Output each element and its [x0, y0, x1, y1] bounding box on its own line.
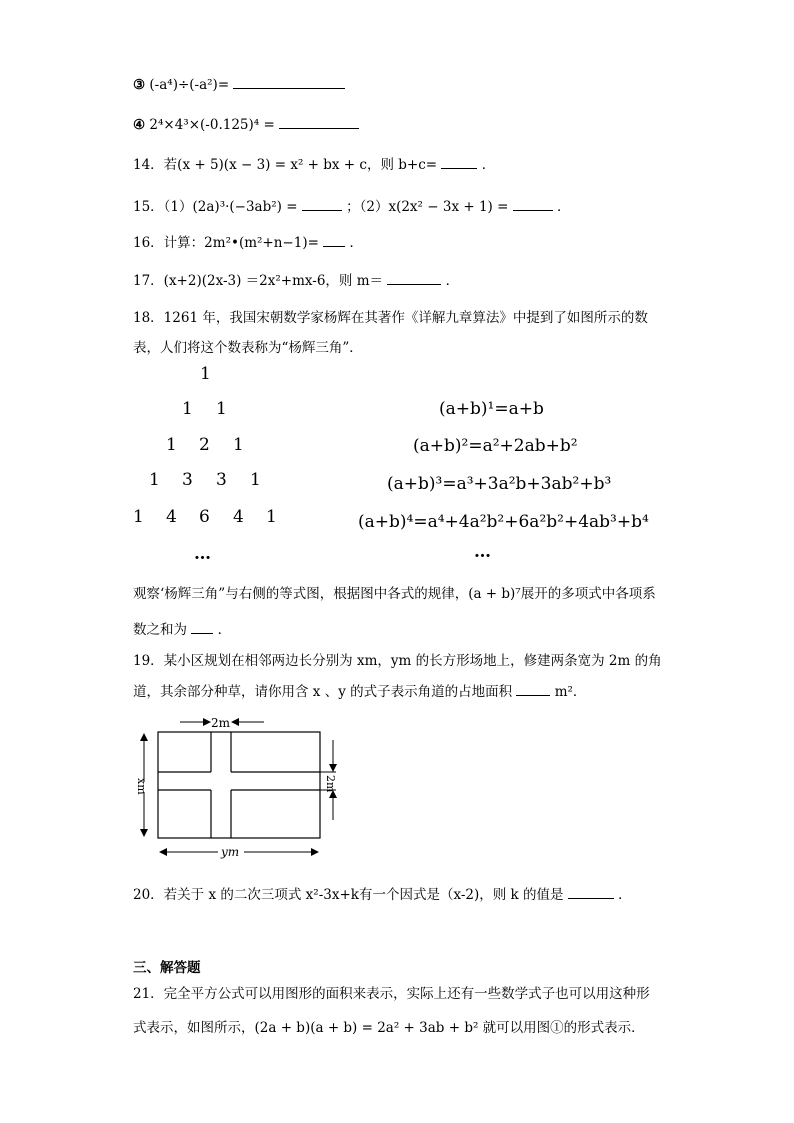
question-16	[133, 232, 363, 253]
formula-1: (a+b)¹=a+b	[439, 399, 544, 419]
q17-text: 17．(x+2)(2x-3) ＝2x²+mx-6，则 m＝	[133, 273, 384, 289]
q15-part2: ；（2）x(2x² − 3x + 1) =	[346, 199, 509, 215]
triangle-number: 1	[133, 507, 144, 527]
triangle-number: 1	[166, 435, 177, 455]
formula-4: (a+b)⁴=a⁴+4a²b²+6a²b²+4ab³+b⁴	[358, 512, 649, 532]
question-17	[133, 270, 459, 291]
field-rectangle	[158, 732, 320, 838]
q18-line1: 18．1261 年，我国宋朝数学家杨辉在其著作《详解九章算法》中提到了如图所示的数	[133, 310, 648, 326]
triangle-number: 1	[216, 399, 227, 419]
q20-end: ．	[618, 887, 632, 903]
triangle-number: 1	[233, 435, 244, 455]
q19-line2	[133, 681, 586, 702]
q17-end: ．	[445, 273, 460, 289]
formula-ellipsis: …	[474, 542, 491, 562]
top-width-label: 2m	[211, 716, 231, 730]
q13-4-marker: ④	[133, 117, 146, 133]
section-title: 三、解答题	[133, 960, 201, 976]
question-14	[133, 154, 495, 175]
q19-text: 道，其余部分种草，请你用含 x 、y 的式子表示角道的占地面积	[133, 684, 513, 700]
answer-blank[interactable]	[302, 196, 342, 211]
q18-line2: 表，人们将这个数表称为“杨辉三角”．	[133, 340, 363, 356]
triangle-ellipsis: …	[194, 544, 211, 564]
answer-blank[interactable]	[568, 884, 614, 899]
question-20	[133, 884, 632, 905]
q18-observe-line2	[133, 619, 231, 640]
triangle-number: 3	[182, 470, 193, 490]
q21-line2: 式表示，如图所示，(2a + b)(a + b) = 2a² + 3ab + b² 就可以用图①的形式表示．	[133, 1020, 645, 1036]
q13-3-marker: ③	[133, 77, 146, 93]
q14-end: ．	[481, 157, 496, 173]
triangle-number: 1	[200, 364, 211, 384]
answer-blank[interactable]	[441, 154, 477, 169]
answer-blank[interactable]	[323, 232, 345, 247]
triangle-number: 1	[149, 470, 160, 490]
road-cross	[158, 732, 320, 838]
q20-text: 20．若关于 x 的二次三项式 x²-3x+k有一个因式是（x-2)，则 k 的值是	[133, 887, 564, 903]
triangle-number: 1	[266, 507, 277, 527]
q15-part1: 15．（1）(2a)³·(−3ab²) =	[133, 199, 298, 215]
triangle-number: 2	[199, 435, 210, 455]
q21-line1: 21．完全平方公式可以用图形的面积来表示，实际上还有一些数学式子也可以用这种形	[133, 986, 650, 1002]
formula-3: (a+b)³=a³+3a²b+3ab²+b³	[387, 474, 612, 494]
answer-blank[interactable]	[387, 270, 441, 285]
right-width-label: 2m	[324, 775, 337, 793]
triangle-number: 1	[250, 470, 261, 490]
q19-line1: 19．某小区规划在相邻两边长分别为 xm，ym 的长方形场地上，修建两条宽为 2m 的角	[133, 653, 662, 669]
answer-blank[interactable]	[516, 681, 550, 696]
triangle-number: 1	[182, 399, 193, 419]
q15-end: ．	[557, 199, 571, 215]
question-15	[133, 196, 571, 217]
q18-observe-text: 数之和为	[133, 622, 187, 638]
left-length-label: xm	[135, 778, 148, 795]
q16-end: ．	[349, 235, 364, 251]
q16-text: 16．计算：2m²•(m²+n−1)=	[133, 235, 319, 251]
formula-2: (a+b)²=a²+2ab+b²	[413, 436, 578, 456]
answer-blank[interactable]	[279, 114, 359, 129]
q13-4-expr: 2⁴×4³×(-0.125)⁴ =	[149, 117, 275, 133]
answer-blank[interactable]	[233, 74, 345, 89]
q13-part4	[133, 114, 359, 135]
road-diagram	[130, 712, 350, 862]
q18-observe-line1: 观察‘杨辉三角”与右侧的等式图，根据图中各式的规律，(a + b)⁷展开的多项式中各项系	[133, 586, 656, 602]
triangle-number: 3	[216, 470, 227, 490]
q13-3-expr: (-a⁴)÷(-a²)=	[149, 77, 230, 93]
bottom-length-label: ym	[221, 845, 240, 859]
answer-blank[interactable]	[513, 196, 553, 211]
q13-part3	[133, 74, 345, 95]
answer-blank[interactable]	[191, 619, 213, 634]
triangle-number: 6	[199, 507, 210, 527]
triangle-number: 4	[166, 507, 177, 527]
q14-text: 14．若(x + 5)(x − 3) = x² + bx + c，则 b+c=	[133, 157, 438, 173]
q19-unit: m²．	[554, 684, 587, 700]
triangle-number: 4	[233, 507, 244, 527]
q18-end: ．	[217, 622, 232, 638]
